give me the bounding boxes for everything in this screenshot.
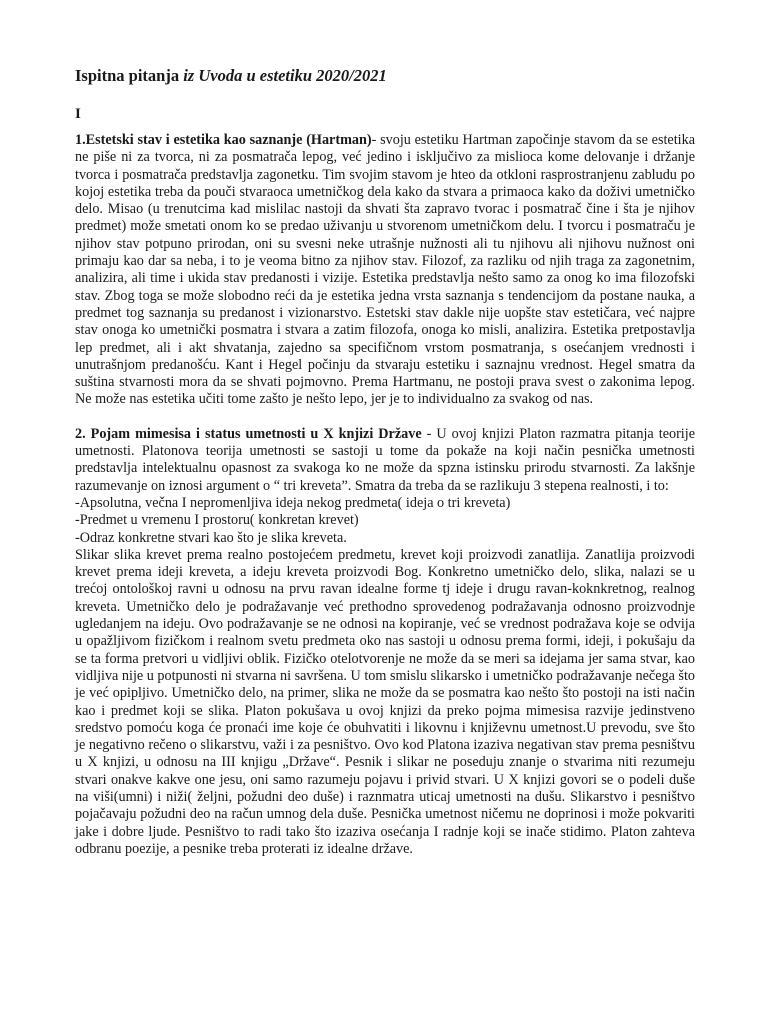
question-2-body: Slikar slika krevet prema realno postojećem predmetu, krevet koji proizvodi zanatlija. Zanatlija proizvodi krevet prema ideji kreveta, a ideju kreveta proizvodi Bog. Konkretno umetničko delo, slika, nalazi se u trećoj ontološkoj ravni u odnosu na prvu ravan idealne forme tj ideje i drugu ravan-koknkretnog, realnog kreveta. Umetničko delo je podražavanje već prethodno sprovedenog podražavanja odnosno proizvodnje ugledanjem na ideju. Ovo podražavanje se ne odnosi na kopiranje, već se vrednost podražava koje se odvija u opažljivom fizičkom i realnom svetu predmeta oko nas sastoji u odnosu prema formi, ideji, i pokušaju da se ta forma pretvori u vidljivi oblik. Fizičko otelotvorenje ne može da se meri sa idejama jer sama stvar, kao vidljiva nije u potpunosti ni stvarna ni savršena. U tom smislu slikarsko i umetničko podražavanje nečega što je već opipljivo. Umetničko delo, na primer, slika ne može da se posmatra kao nešto što postoji na isti način kao i predmet koji se slika. Platon pokušava u ovoj knjizi da preko pojma mimesisa razvije jedinstveno sredstvo pomoću koga će pronaći ime koje će obuhvatiti i likovnu i književnu umetnost.U prevodu, sve što je negativno rečeno o slikarstvu, važi i za pesništvo. Ovo kod Platona izaziva negativan stav prema pesništvu u X knjizi, u odnosu na III knjigu „Države“. Pesnik i slikar ne poseduju znanje o stvarima niti rezumeju stvari onakve kakve one jesu, oni samo razumeju pojavu i privid stvari. U X knjizi govori se o podeli duše na viši(umni) i niži( željni, požudni deo duše) i raznmatra uticaj umetnosti na dušu. Slikarstvo i pesništvo pojačavaju požudni deo na račun umnog dela duše. Pesnička umetnost ničemu ne doprinosi i može pokvariti jake i dobre ljude. Pesništvo to radi tako što izaziva osećanja I radnje koji se inače stidimo. Platon zahteva odbranu poezije, a pesnike treba proterati iz idealne države.	[75, 546, 695, 857]
section-numeral: I	[75, 106, 81, 122]
list-item: -Odraz konkretne stvari kao što je slika kreveta.	[75, 529, 347, 546]
question-1-paragraph	[75, 132, 695, 409]
question-2-intro: - U ovoj knjizi Platon razmatra pitanja teorije umetnosti. Platonova teorija umetnosti se sastoji u tome da pokaže na koji način pesnička umetnosti predstavlja intelektualnu opasnost za svakoga ko ne može da spzna istinsku prirodu stvarnosti. Za lakšnje razumevanje on iznosi argument o “ tri kreveta”. Smatra da treba da se razlikuju 3 stepena realnosti, i to:	[75, 425, 695, 494]
question-2-heading: 2. Pojam mimesisa i status umetnosti u X knjizi Države	[75, 425, 422, 442]
question-2-intro-paragraph	[75, 426, 695, 495]
question-1-body: - svoju estetiku Hartman započinje stavom da se estetika ne piše ni za tvorca, ni za posmatrača lepog, već jedino i isključivo za mislioca kome delovanje i držanje tvorca i posmatrača predstavlja zagonetku. Tim svojim stavom je hteo da otkloni rasprostranjenu zabludu po kojoj estetika treba da pouči stvaraoca umetničkog dela kako da stvara a primaoca kako da doživi umetničko delo. Misao (u trenutcima kad mislilac nastoji da shvati šta zapravo tvorac i posmatrač čine i šta je njihov predmet) može smetati onom ko se predao uživanju u stvorenom umetničkom delu. I tvorcu i posmatraču je njihov stav potpuno prirodan, oni su svesni neke utrašnje nužnosti ali tu njihovu ali njihovu nužnost oni primaju kao dar sa neba, i to je veoma bitno za njihov stav. Filozof, za razliku od njih traga za zagonetnim, analizira, ali time i ukida stav predanosti i vizije. Estetika predstavlja nešto samo za onog ko ima filozofski stav. Zbog toga se može slobodno reći da je estetika jedna vrsta saznanja s tendencijom da postane nauka, a predmet tog saznanja su predanost i vizionarstvo. Estetski stav dakle nije uopšte stav estetičara, već najpre stav onoga ko umetnički posmatra i stvara a zatim filozofa, onoga ko misli, analizira. Estetika pretpostavlja lep predmet, ali i akt shvatanja, zajedno sa specifičnom vrstom posmatranja, s osećanjem vrednosti i unutrašnjom predanošću. Kant i Hegel počinju da stvaraju estetiku i saznajnu vrednost. Hegel smatra da suština stvarnosti mora da se shvati pojmovno. Prema Hartmanu, ne postoji prava svest o zakonima lepog. Ne može nas estetika učiti tome zašto je nešto lepo, jer je to individualno za svakog od nas.	[75, 132, 695, 408]
title-italic: iz Uvoda u estetiku 2020/2021	[183, 66, 387, 85]
list-item: -Apsolutna, večna I nepromenljiva ideja nekog predmeta( ideja o tri kreveta)	[75, 494, 511, 511]
document-title	[75, 66, 695, 86]
document-page	[75, 66, 695, 858]
list-item: -Predmet u vremenu I prostoru( konkretan krevet)	[75, 512, 359, 529]
title-prefix: Ispitna pitanja	[75, 66, 184, 85]
question-1-heading: 1.Estetski stav i estetika kao saznanje (Hartman)	[75, 132, 372, 148]
paragraph-gap	[75, 409, 695, 426]
